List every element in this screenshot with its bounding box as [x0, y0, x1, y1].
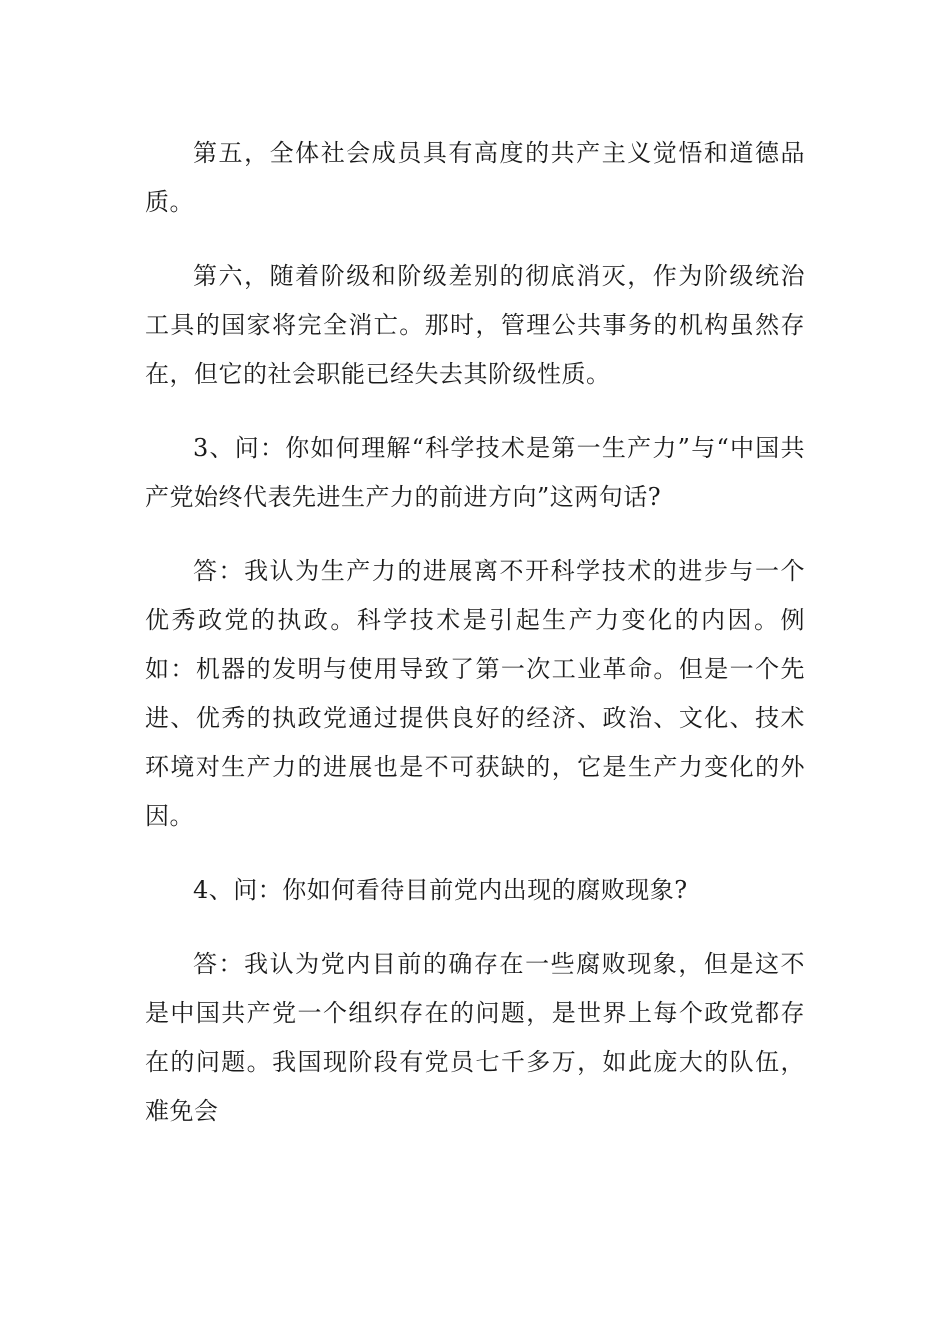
paragraph-point-five: 第五，全体社会成员具有高度的共产主义觉悟和道德品质。	[145, 139, 805, 216]
question-4: 4、问：你如何看待目前党内出现的腐败现象?	[193, 876, 688, 904]
answer-4: 答：我认为党内目前的确存在一些腐败现象，但是这不是中国共产党一个组织存在的问题，是世界上每个政党都存在的问题。我国现阶段有党员七千多万，如此庞大的队伍，难免会	[145, 950, 805, 1125]
question-3: 3、问：你如何理解“科学技术是第一生产力”与“中国共产党始终代表先进生产力的前进方向”这两句话?	[145, 434, 805, 511]
document-body	[145, 129, 805, 1136]
answer-3: 答：我认为生产力的进展离不开科学技术的进步与一个优秀政党的执政。科学技术是引起生产力变化的内因。例如：机器的发明与使用导致了第一次工业革命。但是一个先进、优秀的执政党通过提供良好的经济、政治、文化、技术环境对生产力的进展也是不可获缺的，它是生产力变化的外因。	[145, 557, 805, 830]
paragraph-point-six: 第六，随着阶级和阶级差别的彻底消灭，作为阶级统治工具的国家将完全消亡。那时，管理公共事务的机构虽然存在，但它的社会职能已经失去其阶级性质。	[145, 262, 805, 388]
